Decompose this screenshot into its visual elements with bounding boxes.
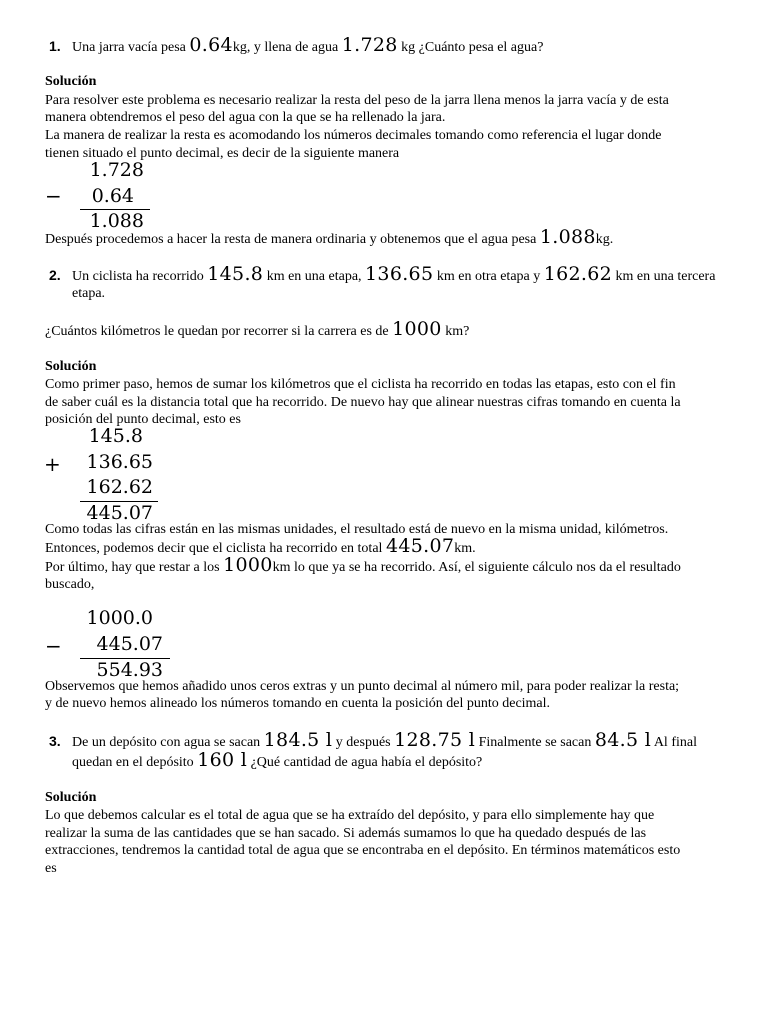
p3-q2-value: 160 l [197, 749, 248, 771]
p2-minuend: 1000.0 [86, 607, 153, 629]
p2-q-text-b: km en una etapa, [263, 269, 366, 284]
p3-q-text-c: Finalmente se sacan [475, 735, 595, 750]
p1-solution-line-4: tienen situado el punto decimal, es decir de la siguiente manera [45, 146, 400, 161]
p2-q-value-3: 162.62 [543, 263, 613, 285]
p1-solution-line-2: manera obtendremos el peso del agua con la que se ha rellenado la jara. [45, 110, 446, 125]
p1-conclusion-value: 1.088 [539, 226, 596, 248]
p2-mid-text-b: km. [454, 541, 476, 556]
p1-solution-title: Solución [45, 74, 97, 89]
p3-q-text-b: y después [332, 735, 395, 750]
p2-ask-text-a: ¿Cuántos kilómetros le quedan por recorrer si la carrera es de [45, 324, 393, 339]
p2-ask-text-b: km? [441, 324, 470, 339]
p2-q-value-2: 136.65 [365, 263, 434, 285]
p1-q-text-a: Una jarra vacía pesa [72, 40, 190, 55]
problem-1-number: 1. [49, 38, 61, 54]
p1-minuend: 1.728 [89, 159, 144, 181]
p3-solution-line-1: Lo que debemos calcular es el total de agua que se ha extraído del depósito, y para ello simplemente hay que [45, 808, 655, 823]
p3-solution-line-4: es [45, 861, 57, 876]
p2-observation-line-2: y de nuevo hemos alineado los números tomando en cuenta la posición del punto decimal. [45, 696, 551, 711]
p2-minus-sign: − [45, 634, 62, 658]
p2-observation-line-1: Observemos que hemos añadido unos ceros extras y un punto decimal al número mil, para poder realizar la resta; [45, 679, 680, 694]
p3-q2-text-b: ¿Qué cantidad de agua había el depósito? [247, 755, 483, 770]
p2-solution-title: Solución [45, 359, 97, 374]
p2-mid-line-1: Como todas las cifras están en las mismas unidades, el resultado está de nuevo en la misma unidad, kilómetros. [45, 522, 669, 537]
p2-difference-result: 554.93 [96, 659, 163, 681]
p1-q-value-1: 0.64 [189, 34, 233, 56]
p2-q-value-1: 145.8 [207, 263, 264, 285]
p2-last-text-a: Por último, hay que restar a los [45, 560, 224, 575]
p2-last-text-b: km lo que ya se ha recorrido. Así, el siguiente cálculo nos da el resultado [272, 560, 681, 575]
p2-last-value: 1000 [223, 554, 273, 576]
p2-mid-value: 445.07 [385, 535, 455, 557]
p2-solution-line-2: de saber cuál es la distancia total que ha recorrido. De nuevo hay que alinear nuestras cifras tomando en cuenta la [45, 395, 681, 410]
p2-mid-text-a: Entonces, podemos decir que el ciclista ha recorrido en total [45, 541, 386, 556]
p1-minus-sign: − [45, 184, 62, 208]
p1-solution-line-1: Para resolver este problema es necesario realizar la resta del peso de la jarra llena menos la jarra vacía y de esta [45, 93, 669, 108]
p2-plus-sign: + [44, 452, 61, 476]
p3-solution-line-2: realizar la suma de las cantidades que se han sacado. Si además sumamos lo que ha quedado después de las [45, 826, 647, 841]
p3-solution-title: Solución [45, 790, 97, 805]
p3-q-value-1: 184.5 l [263, 729, 333, 751]
p2-last-line-1 [45, 554, 681, 576]
p3-q-text-d: Al final [651, 735, 697, 750]
p3-q-value-3: 84.5 l [594, 729, 652, 751]
problem-2-question-line-1 [72, 263, 716, 285]
p2-ask [45, 318, 470, 340]
p2-subtrahend: 445.07 [96, 633, 163, 655]
p1-conclusion [45, 226, 614, 248]
p2-addend-1: 145.8 [88, 425, 143, 447]
p2-sum-result: 445.07 [86, 502, 153, 524]
p3-q-text-a: De un depósito con agua se sacan [72, 735, 264, 750]
p2-addend-2: 136.65 [86, 451, 153, 473]
p3-q2-text-a: quedan en el depósito [72, 755, 198, 770]
p1-solution-line-3: La manera de realizar la resta es acomodando los números decimales tomando como referencia el lugar donde [45, 128, 662, 143]
p1-conclusion-text-b: kg. [595, 232, 614, 247]
p2-addend-3: 162.62 [86, 476, 153, 498]
p1-q-text-c: kg ¿Cuánto pesa el agua? [397, 40, 544, 55]
problem-3-question-line-2 [72, 749, 483, 771]
p2-solution-line-1: Como primer paso, hemos de sumar los kilómetros que el ciclista ha recorrido en todas las etapas, esto con el fin [45, 377, 676, 392]
p1-subtrahend: 0.64 [91, 185, 134, 207]
p3-solution-line-3: extracciones, tendremos la cantidad total de agua que se encontraba en el depósito. En términos matemáticos esto [45, 843, 681, 858]
problem-3-question-line-1 [72, 729, 697, 751]
p2-q-text-a: Un ciclista ha recorrido [72, 269, 208, 284]
p2-solution-line-3: posición del punto decimal, esto es [45, 412, 241, 427]
problem-1-question [72, 34, 544, 56]
problem-2-question-line-2: etapa. [72, 286, 106, 301]
problem-3-number: 3. [49, 733, 61, 749]
p2-q-text-c: km en otra etapa y [433, 269, 544, 284]
p1-conclusion-text-a: Después procedemos a hacer la resta de manera ordinaria y obtenemos que el agua pesa [45, 232, 540, 247]
p2-q-text-d: km en una tercera [612, 269, 716, 284]
p2-ask-value: 1000 [392, 318, 442, 340]
p2-last-line-2: buscado, [45, 577, 95, 592]
p3-q-value-2: 128.75 l [394, 729, 476, 751]
p1-q-text-b: kg, y llena de agua [232, 40, 342, 55]
p1-result: 1.088 [89, 210, 144, 232]
problem-2-number: 2. [49, 267, 61, 283]
p1-q-value-2: 1.728 [341, 34, 398, 56]
